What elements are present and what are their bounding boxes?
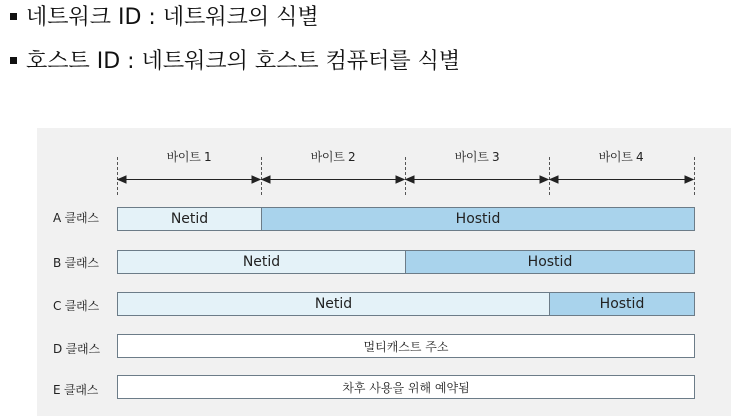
class-e-label: E 클래스 <box>53 383 99 397</box>
class-c-netid: Netid <box>117 292 550 316</box>
arrowhead-left <box>550 176 558 183</box>
bullet-text: 네트워크 ID : 네트워크의 식별 <box>26 5 319 30</box>
class-a-netid: Netid <box>117 207 262 231</box>
class-c-hostid: Hostid <box>549 292 695 316</box>
class-d-label: D 클래스 <box>53 342 100 356</box>
arrowhead-right <box>252 176 260 183</box>
class-c-label: C 클래스 <box>53 299 99 313</box>
class-a-label: A 클래스 <box>53 211 99 225</box>
arrowhead-right <box>540 176 548 183</box>
arrowhead-right <box>685 176 693 183</box>
class-e-reserved: 차후 사용을 위해 예약됨 <box>117 375 695 399</box>
byte-label-1: 바이트 1 <box>166 150 212 164</box>
bullet-text: 호스트 ID : 네트워크의 호스트 컴퓨터를 식별 <box>26 49 461 74</box>
byte-label-4: 바이트 4 <box>598 150 644 164</box>
arrowhead-left <box>262 176 270 183</box>
arrowhead-right <box>396 176 404 183</box>
class-a-hostid: Hostid <box>261 207 695 231</box>
class-b-hostid: Hostid <box>405 250 695 274</box>
byte-label-2: 바이트 2 <box>310 150 356 164</box>
arrowhead-left <box>118 176 126 183</box>
class-b-netid: Netid <box>117 250 406 274</box>
byte-label-3: 바이트 3 <box>454 150 500 164</box>
arrowhead-left <box>406 176 414 183</box>
class-d-multicast: 멀티캐스트 주소 <box>117 334 695 358</box>
class-b-label: B 클래스 <box>53 256 99 270</box>
